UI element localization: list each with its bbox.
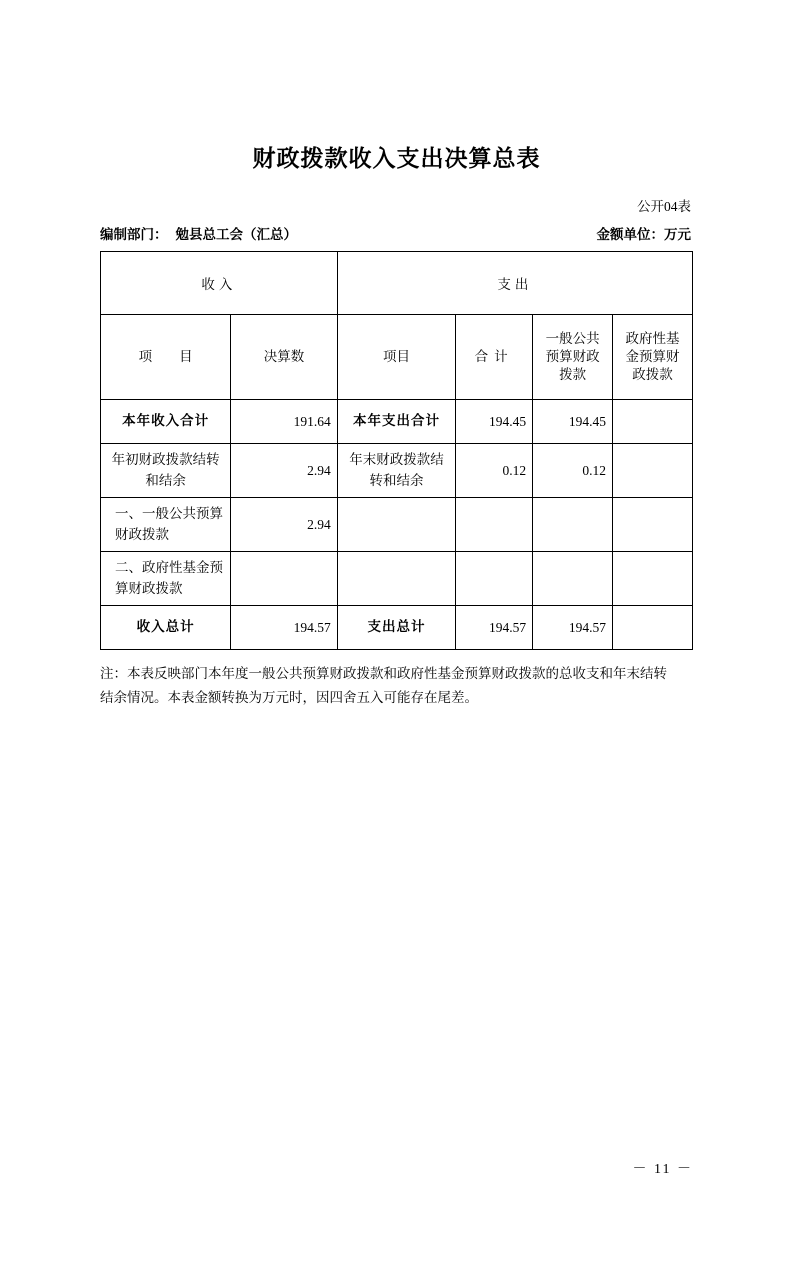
cell-income-label: 本年收入合计 <box>101 400 231 444</box>
department-label: 编制部门： <box>100 227 168 242</box>
cell-income-label: 二、政府性基金预算财政拨款 <box>101 552 231 606</box>
cell-exp-total: 194.57 <box>456 606 533 650</box>
cell-exp-total: 194.45 <box>456 400 533 444</box>
group-header-income: 收入 <box>101 252 338 315</box>
department-name: 勉县总工会（汇总） <box>175 227 297 242</box>
table-row <box>101 400 693 444</box>
cell-exp-general: 0.12 <box>533 444 613 498</box>
note-line-2: 结余情况。本表金额转换为万元时，因四舍五入可能存在尾差。 <box>100 689 478 705</box>
table-row <box>101 444 693 498</box>
table-note <box>100 662 693 709</box>
cell-exp-label <box>337 552 455 606</box>
cell-income-value: 194.57 <box>231 606 338 650</box>
cell-exp-fund <box>613 400 693 444</box>
cell-exp-general: 194.45 <box>533 400 613 444</box>
cell-exp-label: 支出总计 <box>337 606 455 650</box>
cell-exp-label <box>337 498 455 552</box>
cell-exp-fund <box>613 552 693 606</box>
cell-income-label: 年初财政拨款结转和结余 <box>101 444 231 498</box>
column-header-exp-total: 合计 <box>456 315 533 400</box>
column-header-income-item: 项 目 <box>101 315 231 400</box>
budget-table <box>100 251 693 650</box>
table-column-header-row <box>101 315 693 400</box>
document-page <box>0 140 793 1262</box>
column-header-exp-fund: 政府性基金预算财政拨款 <box>613 315 693 400</box>
table-row <box>101 606 693 650</box>
cell-income-value: 2.94 <box>231 498 338 552</box>
cell-income-value: 2.94 <box>231 444 338 498</box>
page-number: － 11 － <box>632 1162 693 1177</box>
column-header-income-final: 决算数 <box>231 315 338 400</box>
column-header-exp-item: 项目 <box>337 315 455 400</box>
note-line-1: 注：本表反映部门本年度一般公共预算财政拨款和政府性基金预算财政拨款的总收支和年末结转 <box>100 666 667 681</box>
amount-unit: 金额单位：万元 <box>596 227 691 242</box>
column-header-exp-general: 一般公共预算财政拨款 <box>533 315 613 400</box>
cell-income-label: 收入总计 <box>101 606 231 650</box>
cell-income-value <box>231 552 338 606</box>
cell-exp-total: 0.12 <box>456 444 533 498</box>
cell-exp-general <box>533 498 613 552</box>
table-meta <box>100 223 693 243</box>
cell-exp-general: 194.57 <box>533 606 613 650</box>
department-info <box>100 223 297 243</box>
cell-exp-label: 本年支出合计 <box>337 400 455 444</box>
table-row <box>101 498 693 552</box>
cell-exp-fund <box>613 498 693 552</box>
cell-income-label: 一、一般公共预算财政拨款 <box>101 498 231 552</box>
table-row <box>101 552 693 606</box>
cell-exp-general <box>533 552 613 606</box>
cell-exp-fund <box>613 444 693 498</box>
table-group-header-row <box>101 252 693 315</box>
cell-income-value: 191.64 <box>231 400 338 444</box>
page-title: 财政拨款收入支出决算总表 <box>252 145 541 171</box>
group-header-expenditure: 支出 <box>337 252 692 315</box>
sheet-number: 公开04表 <box>637 199 691 214</box>
cell-exp-total <box>456 552 533 606</box>
cell-exp-total <box>456 498 533 552</box>
cell-exp-fund <box>613 606 693 650</box>
cell-exp-label: 年末财政拨款结转和结余 <box>337 444 455 498</box>
